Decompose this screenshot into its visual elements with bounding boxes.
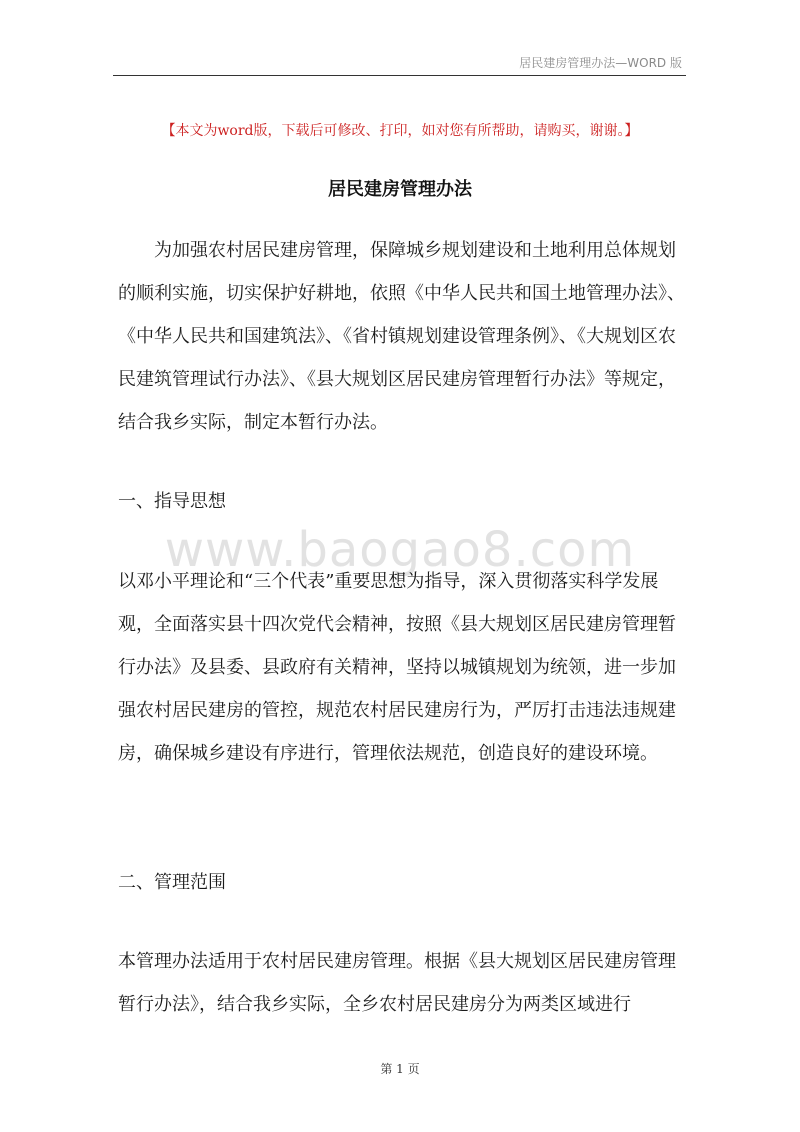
page-number: 第 1 页 (380, 1062, 420, 1076)
purchase-notice: 【本文为word版，下载后可修改、打印，如对您有所帮助，请购买，谢谢。】 (161, 123, 639, 139)
section-body-1: 以邓小平理论和“三个代表”重要思想为指导，深入贯彻落实科学发展观，全面落实县十四次党代会精神，按照《县大规划区居民建房管理暂行办法》及县委、县政府有关精神，坚持以城镇规划为统领，进一步加强农村居民建房的管控，规范农村居民建房行为，严厉打击违法违规建房，确保城乡建设有序进行，管理依法规范，创造良好的建设环境。 (118, 571, 676, 764)
section-body-2: 本管理办法适用于农村居民建房管理。根据《县大规划区居民建房管理暂行办法》，结合我乡实际，全乡农村居民建房分为两类区域进行 (118, 951, 676, 1015)
header-divider (113, 75, 686, 76)
intro-paragraph: 为加强农村居民建房管理，保障城乡规划建设和土地利用总体规划的顺利实施，切实保护好耕地，依照《中华人民共和国土地管理办法》、《中华人民共和国建筑法》、《省村镇规划建设管理条例》、《大规划区农民建筑管理试行办法》、《县大规划区居民建房管理暂行办法》等规定，结合我乡实际，制定本暂行办法。 (118, 240, 685, 433)
watermark: www.baogao8.com (164, 522, 636, 578)
document-title: 居民建房管理办法 (328, 179, 472, 200)
running-header: 居民建房管理办法—WORD 版 (519, 56, 682, 70)
section-heading-2: 二、管理范围 (118, 872, 226, 893)
section-heading-1: 一、指导思想 (118, 491, 226, 512)
